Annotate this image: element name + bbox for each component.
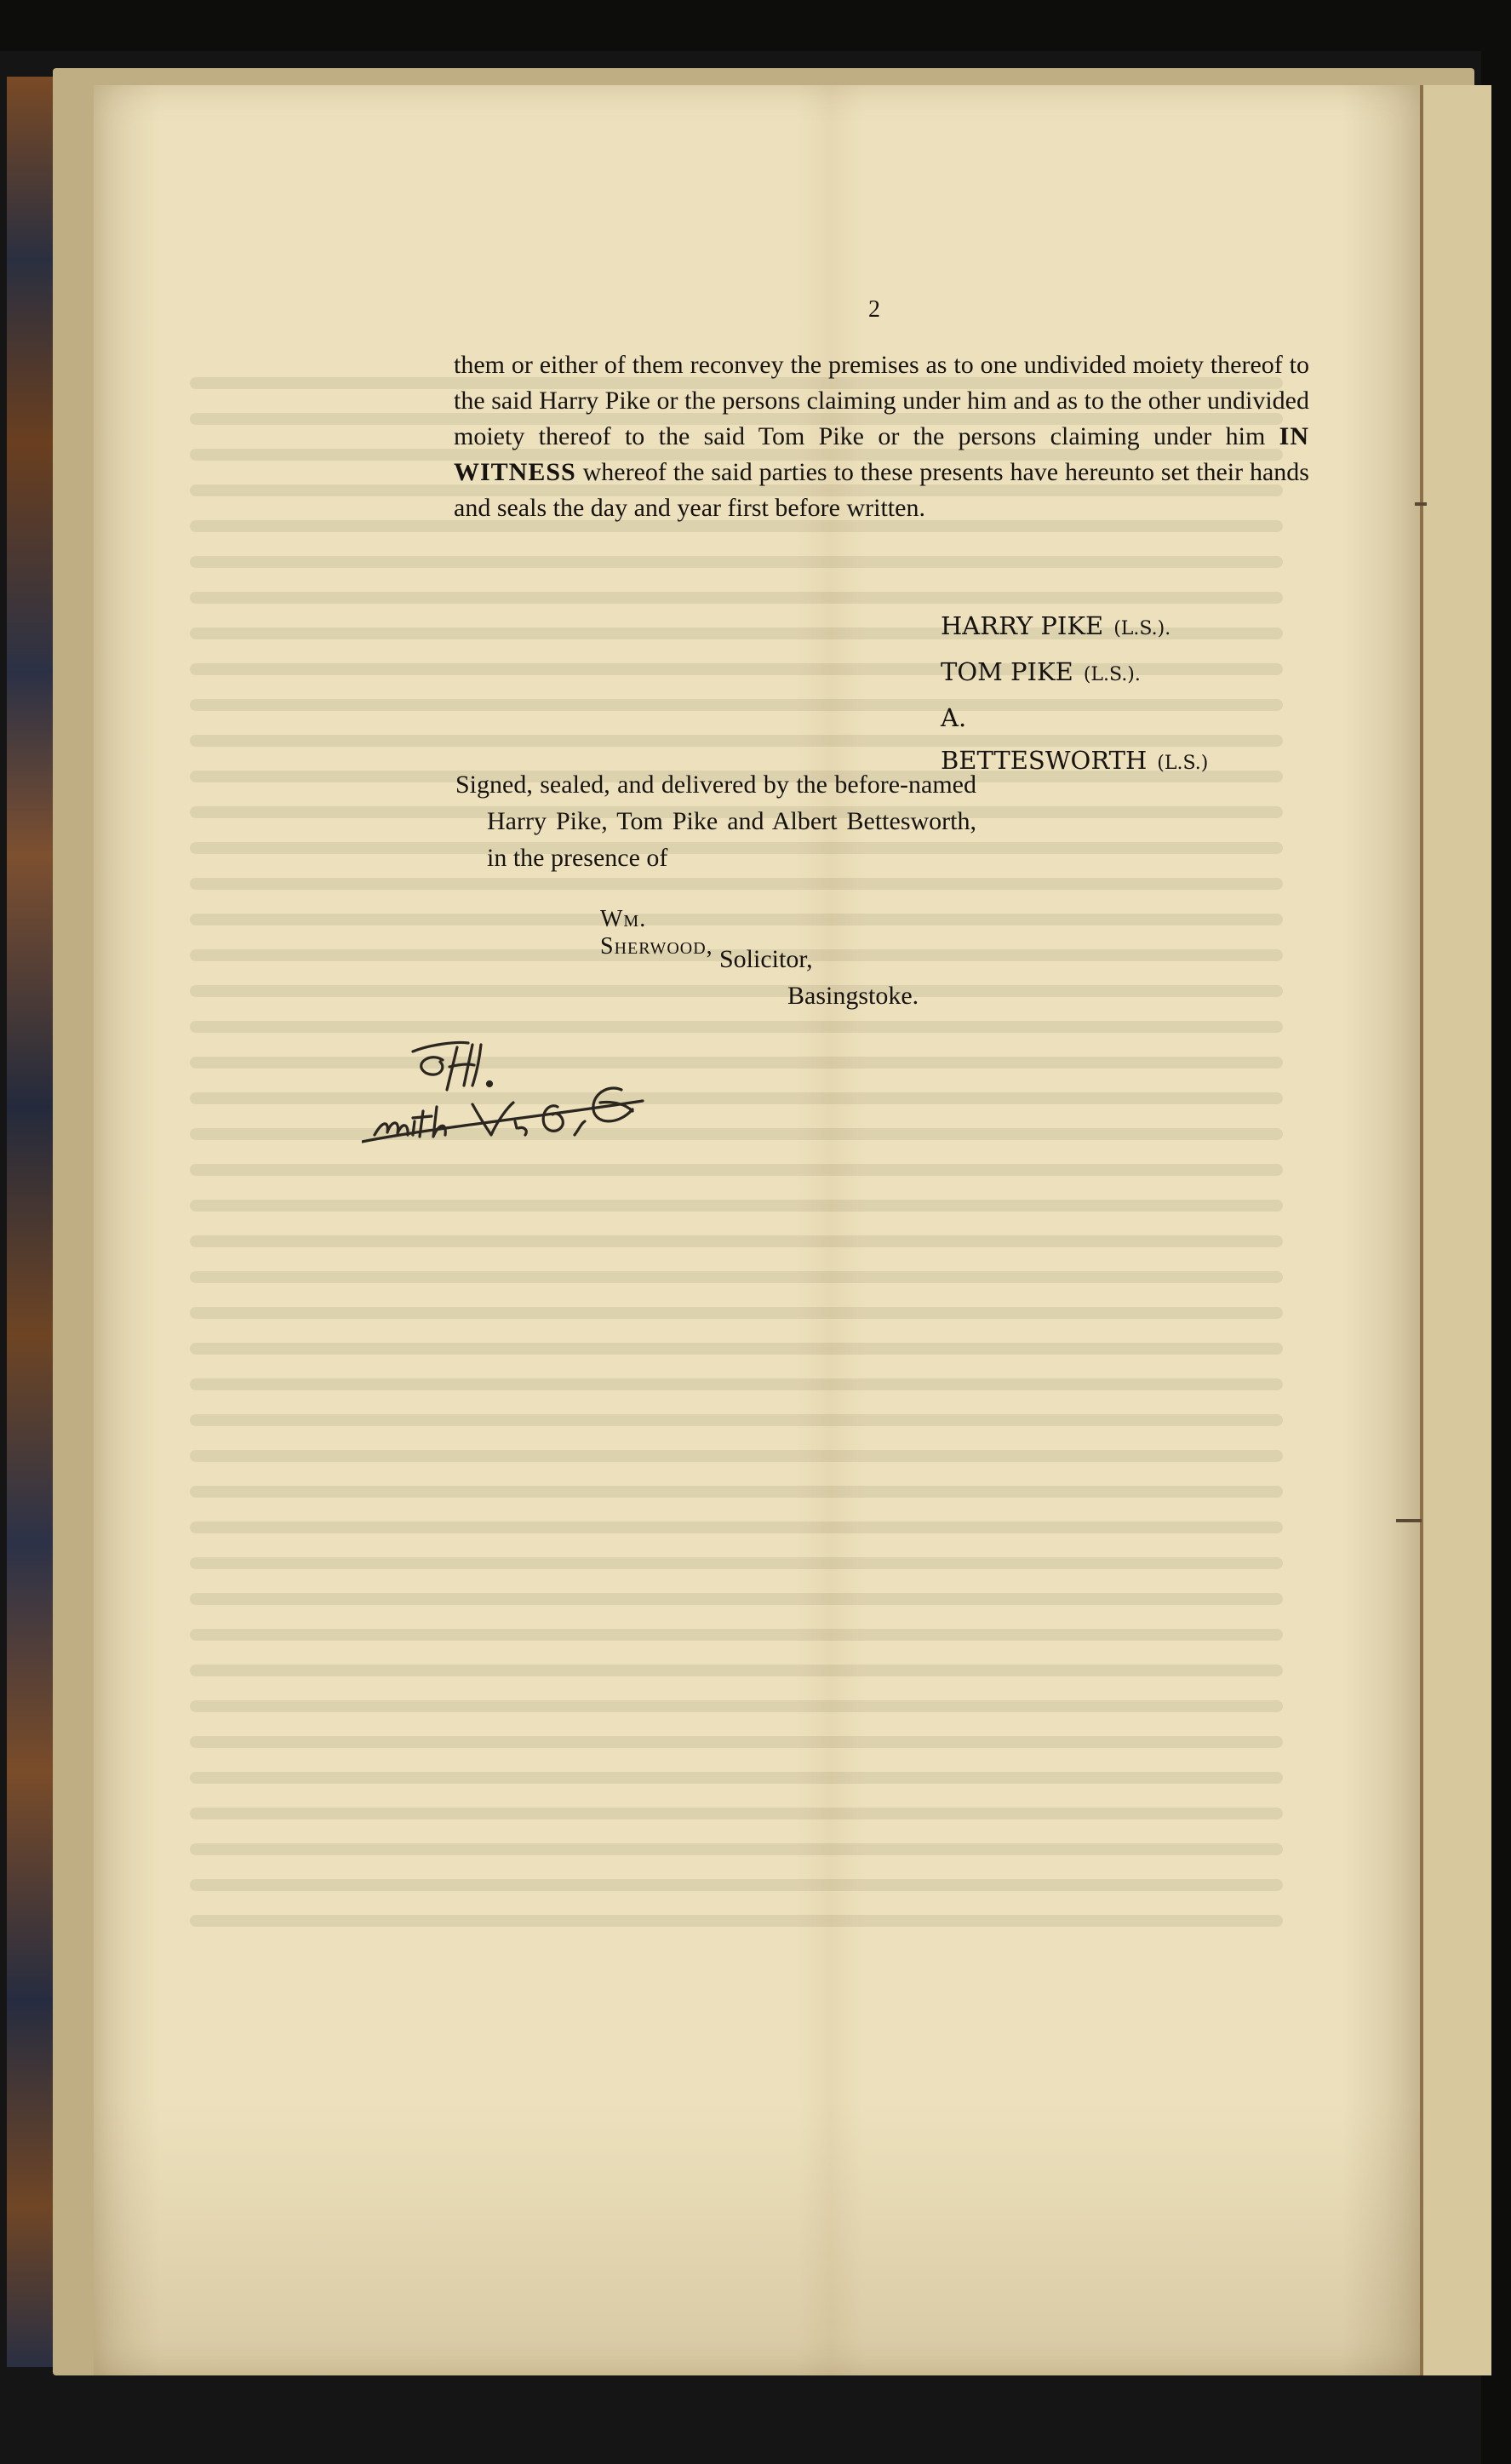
in-witness-phrase: IN WITNESS <box>454 422 1309 486</box>
facing-page-edge <box>1420 85 1491 2375</box>
page-number: 2 <box>868 296 880 323</box>
seal-mark: (L.S.) <box>1157 753 1209 774</box>
signature-block <box>941 605 1208 785</box>
seal-mark: (L.S.). <box>1113 618 1171 639</box>
deed-text-start: them or either of them reconvey the premises as to one undivided moiety thereof to the said Harry Pike or the persons claiming under him and as to the other undivided moiety thereof to the said Tom Pike or the persons claiming under him <box>454 351 1309 450</box>
witness-title: Solicitor, <box>719 945 813 973</box>
signature-line <box>941 605 1208 650</box>
signatory-name: HARRY PIKE <box>941 611 1104 640</box>
binding-stitch <box>1415 502 1427 506</box>
deed-closing-paragraph <box>454 347 1309 526</box>
signature-line <box>941 650 1208 696</box>
signatory-name: TOM PIKE <box>941 657 1073 686</box>
seal-mark: (L.S.). <box>1083 664 1141 685</box>
binding-stitch <box>1396 1519 1422 1522</box>
handwritten-annotation <box>362 1026 668 1162</box>
deed-text-end: whereof the said parties to these presents have hereunto set their hands and seals the day and year first before written. <box>454 458 1309 522</box>
attestation-clause: Signed, sealed, and delivered by the before-named Harry Pike, Tom Pike and Albert Bettesworth, in the presence of <box>455 771 976 872</box>
witness-name: Wm. Sherwood, <box>600 906 713 960</box>
signatory-name: A. BETTESWORTH <box>941 703 1148 775</box>
witness-place: Basingstoke. <box>787 982 919 1010</box>
signature-line <box>941 696 1208 785</box>
